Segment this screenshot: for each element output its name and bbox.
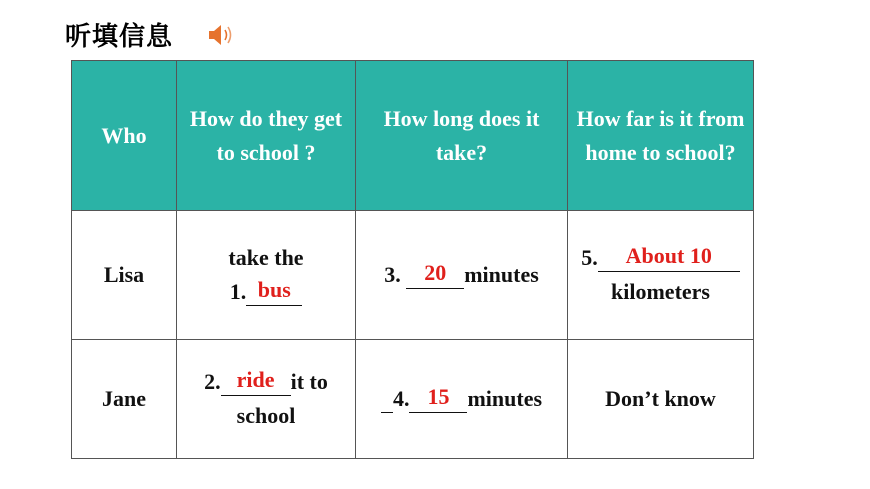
table-row bbox=[72, 211, 754, 340]
page-title: 听填信息 bbox=[65, 22, 174, 52]
answer-blank-5[interactable] bbox=[598, 245, 740, 272]
answer-text: 15 bbox=[427, 384, 450, 409]
answer-blank-2[interactable] bbox=[221, 369, 291, 396]
blank-number: 4. bbox=[392, 386, 410, 411]
how-prefix: take the bbox=[228, 245, 304, 270]
answer-blank-1[interactable] bbox=[246, 279, 302, 306]
blank-number: 1. bbox=[229, 279, 247, 304]
cell-who: Lisa bbox=[72, 211, 177, 340]
speaker-icon[interactable] bbox=[207, 22, 235, 48]
blank-number: 2. bbox=[204, 369, 221, 394]
table-row bbox=[72, 340, 754, 459]
answer-text: ride bbox=[236, 367, 275, 392]
table-header-row bbox=[72, 61, 754, 211]
unit-text: kilometers bbox=[611, 279, 710, 304]
unit-text: minutes bbox=[464, 262, 539, 287]
header-how-far: How far is it from home to school? bbox=[568, 61, 754, 211]
cell-who: Jane bbox=[72, 340, 177, 459]
cell-how-long bbox=[356, 211, 568, 340]
how-suffix: it to bbox=[290, 369, 328, 394]
header-how: How do they get to school ? bbox=[177, 61, 356, 211]
answer-blank-3[interactable] bbox=[406, 262, 464, 289]
cell-how bbox=[177, 211, 356, 340]
answer-text: About 10 bbox=[625, 243, 712, 268]
answer-blank-4[interactable] bbox=[409, 386, 467, 413]
cell-how-far: Don’t know bbox=[568, 340, 754, 459]
header-who: Who bbox=[72, 61, 177, 211]
cell-how-long bbox=[356, 340, 568, 459]
cell-how-far bbox=[568, 211, 754, 340]
answer-text: 20 bbox=[424, 260, 447, 285]
info-table bbox=[71, 60, 754, 459]
answer-text: bus bbox=[257, 277, 291, 302]
unit-text: minutes bbox=[467, 386, 543, 411]
blank-number: 5. bbox=[581, 245, 598, 270]
blank-number: 3. bbox=[384, 262, 401, 287]
how-suffix-line2: school bbox=[236, 403, 296, 428]
header-how-long: How long does it take? bbox=[356, 61, 568, 211]
cell-how bbox=[177, 340, 356, 459]
